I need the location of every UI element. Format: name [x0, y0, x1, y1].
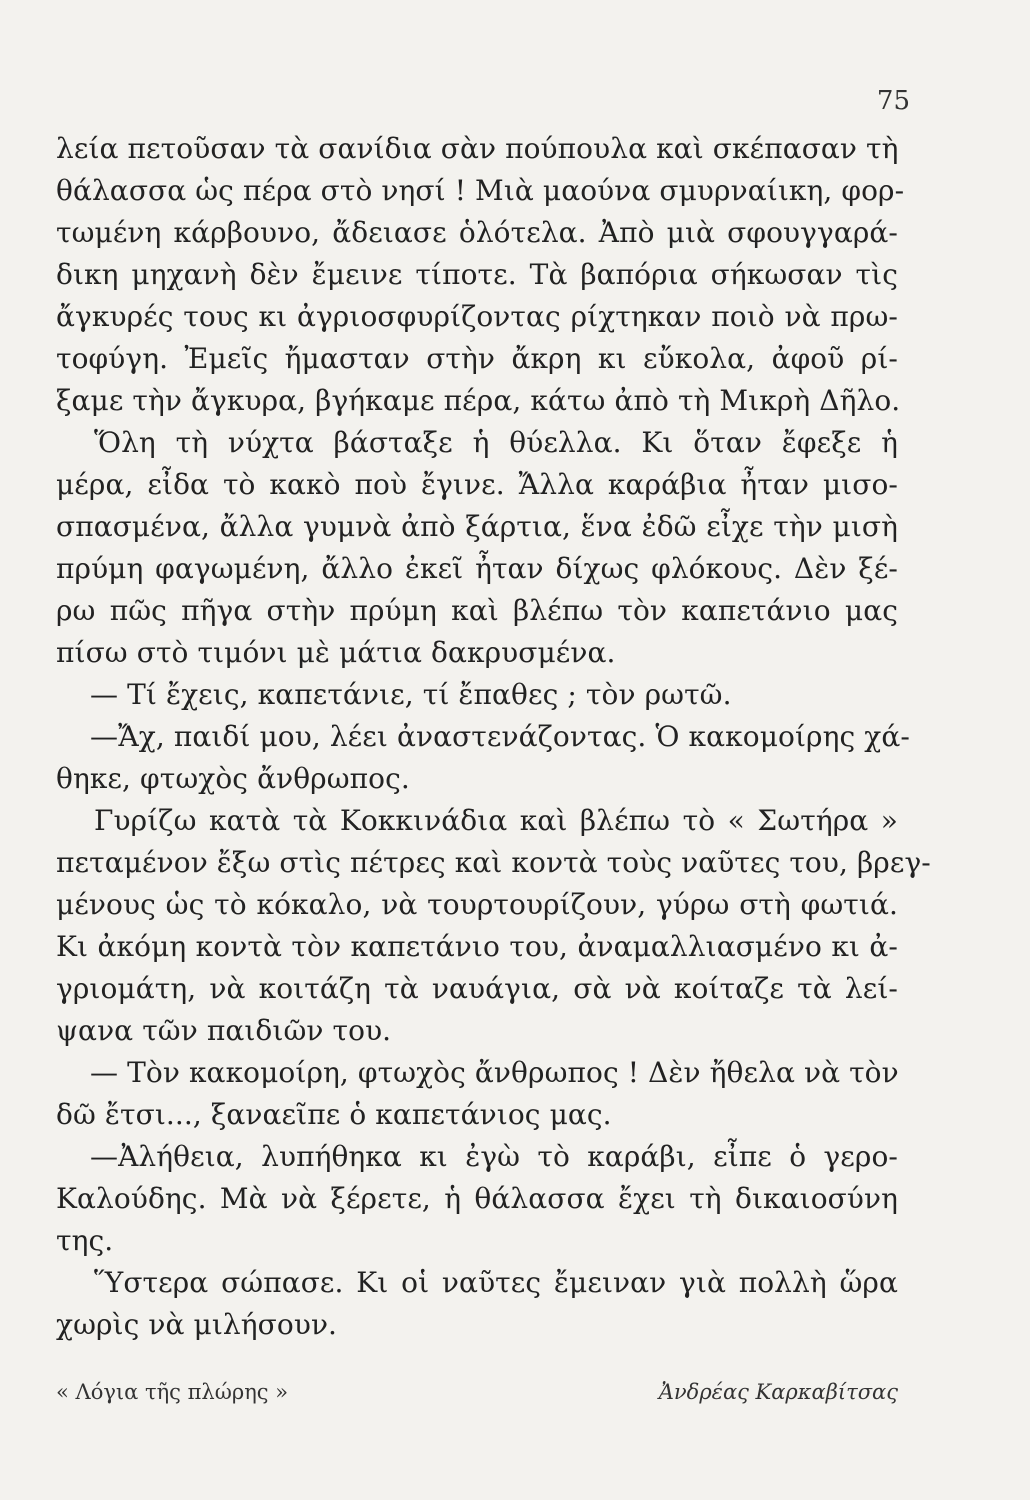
text-line: Καλούδης. Μὰ νὰ ξέρετε, ἡ θάλασσα ἔχει τὴ δικαιοσύνη — [56, 1182, 898, 1215]
text-line: πίσω στὸ τιμόνι μὲ μάτια δακρυσμένα. — [56, 636, 616, 669]
text-line: πεταμένον ἔξω στὶς πέτρες καὶ κοντὰ τοὺς ναῦτες του, βρεγ- — [56, 846, 931, 879]
text-line: χωρὶς νὰ μιλήσουν. — [56, 1308, 338, 1341]
text-line: θηκε, φτωχὸς ἄνθρωπος. — [56, 762, 410, 795]
text-line: θάλασσα ὡς πέρα στὸ νησί ! Μιὰ μαούνα σμυρναίικη, φορ- — [56, 174, 905, 207]
text-line: γριομάτη, νὰ κοιτάζη τὰ ναυάγια, σὰ νὰ κοίταζε τὰ λεί- — [56, 972, 898, 1005]
text-line: ρω πῶς πῆγα στὴν πρύμη καὶ βλέπω τὸν καπετάνιο μας — [56, 594, 898, 627]
text-line: λεία πετοῦσαν τὰ σανίδια σὰν πούπουλα καὶ σκέπασαν τὴ — [56, 132, 899, 165]
text-line: Γυρίζω κατὰ τὰ Κοκκινάδια καὶ βλέπω τὸ « Σωτήρα » — [94, 804, 898, 837]
text-line: Ὕστερα σώπασε. Κι οἱ ναῦτες ἔμειναν γιὰ πολλὴ ὥρα — [94, 1266, 898, 1299]
text-line: Ὅλη τὴ νύχτα βάσταξε ἡ θύελλα. Κι ὅταν ἔφεξε ἡ — [94, 426, 898, 459]
text-line: σπασμένα, ἄλλα γυμνὰ ἀπὸ ξάρτια, ἕνα ἐδῶ εἶχε τὴν μισὴ — [56, 510, 898, 543]
text-body — [56, 128, 931, 1346]
dialogue-line: — Τί ἔχεις, καπετάνιε, τί ἔπαθες ; τὸν ρωτῶ. — [90, 678, 732, 711]
text-line: ξαμε τὴν ἄγκυρα, βγήκαμε πέρα, κάτω ἀπὸ τὴ Μικρὴ Δῆλο. — [56, 384, 901, 417]
source-title: « Λόγια τῆς πλώρης » — [56, 1380, 289, 1404]
text-line: δικη μηχανὴ δὲν ἔμεινε τίποτε. Τὰ βαπόρια σήκωσαν τὶς — [56, 258, 898, 291]
text-line: πρύμη φαγωμένη, ἄλλο ἐκεῖ ἦταν δίχως φλόκους. Δὲν ξέ- — [56, 552, 898, 585]
text-line: μένους ὡς τὸ κόκαλο, νὰ τουρτουρίζουν, γύρω στὴ φωτιά. — [56, 888, 898, 921]
text-line: της. — [56, 1224, 114, 1257]
dialogue-line: —Ἄχ, παιδί μου, λέει ἀναστενάζοντας. Ὁ κακομοίρης χά- — [90, 720, 910, 753]
footer — [56, 1380, 898, 1420]
text-line: μέρα, εἶδα τὸ κακὸ ποὺ ἔγινε. Ἄλλα καράβια ἦταν μισο- — [56, 468, 898, 501]
text-line: Κι ἀκόμη κοντὰ τὸν καπετάνιο του, ἀναμαλλιασμένο κι ἀ- — [56, 930, 898, 963]
author-name: Ἀνδρέας Καρκαβίτσας — [658, 1380, 898, 1404]
text-line: τωμένη κάρβουνο, ἄδειασε ὁλότελα. Ἀπὸ μιὰ σφουγγαρά- — [56, 216, 898, 249]
text-line: ψανα τῶν παιδιῶν του. — [56, 1014, 392, 1047]
text-line: τοφύγη. Ἐμεῖς ἤμασταν στὴν ἄκρη κι εὔκολα, ἀφοῦ ρί- — [56, 342, 898, 375]
page-number: 75 — [876, 86, 910, 116]
dialogue-line: — Τὸν κακομοίρη, φτωχὸς ἄνθρωπος ! Δὲν ἤθελα νὰ τὸν — [90, 1056, 899, 1089]
text-line: δῶ ἔτσι..., ξαναεῖπε ὁ καπετάνιος μας. — [56, 1098, 612, 1131]
text-line: ἄγκυρές τους κι ἀγριοσφυρίζοντας ρίχτηκαν ποιὸ νὰ πρω- — [56, 300, 898, 333]
dialogue-line: —Ἀλήθεια, λυπήθηκα κι ἐγὼ τὸ καράβι, εἶπε ὁ γερο- — [90, 1140, 898, 1173]
